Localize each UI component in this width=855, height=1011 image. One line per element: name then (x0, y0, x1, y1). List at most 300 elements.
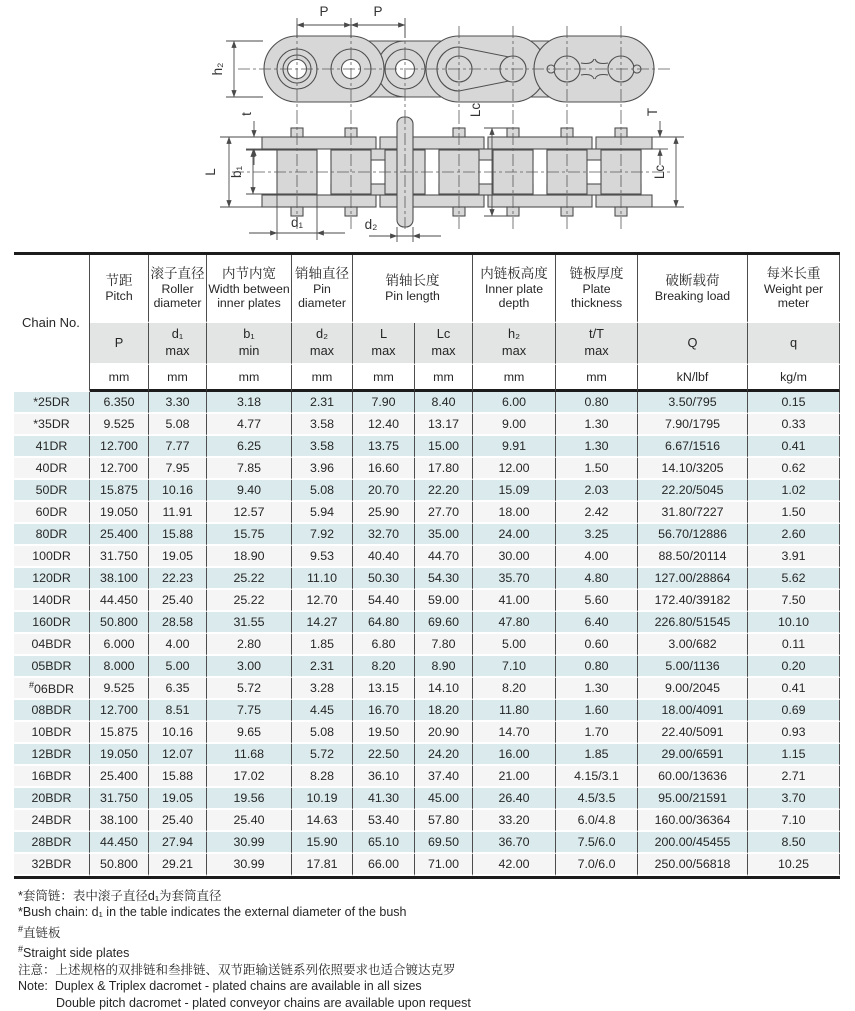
dim-label-d2: d₂ (364, 217, 378, 232)
col-header-weight: 每米长重 Weight per meter (748, 255, 840, 323)
value-cell: 15.875 (90, 480, 149, 502)
dim-label-pitch-1: P (319, 4, 329, 19)
value-cell: 7.92 (292, 524, 353, 546)
value-cell: 7.10 (748, 810, 840, 832)
value-cell: 8.51 (149, 700, 207, 722)
value-cell: 5.00 (149, 656, 207, 678)
value-cell: 95.00/21591 (638, 788, 748, 810)
table-row (14, 656, 840, 678)
chain-no-cell: 04BDR (14, 634, 90, 656)
value-cell: 7.50 (748, 590, 840, 612)
col-header-breaking-load: 破断载荷 Breaking load (638, 255, 748, 323)
table-row (14, 524, 840, 546)
value-cell: 15.00 (415, 436, 473, 458)
value-cell: 42.00 (473, 854, 556, 876)
value-cell: 2.71 (748, 766, 840, 788)
value-cell: 7.75 (207, 700, 292, 722)
value-cell: 19.050 (90, 502, 149, 524)
value-cell: 31.750 (90, 788, 149, 810)
side-view (210, 4, 670, 112)
value-cell: 200.00/45455 (638, 832, 748, 854)
value-cell: 19.05 (149, 546, 207, 568)
symbol-L: L max (353, 323, 415, 365)
value-cell: 13.17 (415, 414, 473, 436)
value-cell: 65.10 (353, 832, 415, 854)
value-cell: 8.28 (292, 766, 353, 788)
value-cell: 9.00/2045 (638, 678, 748, 700)
value-cell: 10.16 (149, 722, 207, 744)
value-cell: 15.09 (473, 480, 556, 502)
value-cell: 172.40/39182 (638, 590, 748, 612)
unit-breaking-load: kN/lbf (638, 365, 748, 392)
value-cell: 7.80 (415, 634, 473, 656)
value-cell: 25.22 (207, 590, 292, 612)
value-cell: 19.05 (149, 788, 207, 810)
unit-pitch: mm (90, 365, 149, 392)
value-cell: 6.000 (90, 634, 149, 656)
value-cell: 88.50/20114 (638, 546, 748, 568)
value-cell: 41.00 (473, 590, 556, 612)
value-cell: 60.00/13636 (638, 766, 748, 788)
unit-pin-dia: mm (292, 365, 353, 392)
value-cell: 11.91 (149, 502, 207, 524)
value-cell: 50.800 (90, 854, 149, 876)
value-cell: 0.20 (748, 656, 840, 678)
value-cell: 6.350 (90, 392, 149, 414)
value-cell: 160.00/36364 (638, 810, 748, 832)
value-cell: 19.56 (207, 788, 292, 810)
note-bush-chain-cn: *套筒链：表中滚子直径d₁为套筒直径 (18, 889, 222, 903)
dim-label-h2: h₂ (210, 62, 225, 76)
table-row (14, 590, 840, 612)
value-cell: 3.25 (556, 524, 638, 546)
value-cell: 54.30 (415, 568, 473, 590)
value-cell: 1.85 (292, 634, 353, 656)
value-cell: 2.03 (556, 480, 638, 502)
plan-view (203, 103, 684, 242)
value-cell: 44.450 (90, 832, 149, 854)
value-cell: 50.800 (90, 612, 149, 634)
value-cell: 12.700 (90, 700, 149, 722)
col-header-plate-thickness: 链板厚度 Plate thickness (556, 255, 638, 323)
value-cell: 2.31 (292, 392, 353, 414)
table-row (14, 744, 840, 766)
chain-no-cell: 100DR (14, 546, 90, 568)
value-cell: 38.100 (90, 568, 149, 590)
chain-no-cell: 24BDR (14, 810, 90, 832)
value-cell: 25.40 (149, 590, 207, 612)
value-cell: 2.31 (292, 656, 353, 678)
table-row (14, 634, 840, 656)
chain-no-cell: 10BDR (14, 722, 90, 744)
value-cell: 7.77 (149, 436, 207, 458)
col-header-pin-diameter: 销轴直径 Pin diameter (292, 255, 353, 323)
value-cell: 3.28 (292, 678, 353, 700)
value-cell: 25.40 (149, 810, 207, 832)
value-cell: 7.90 (353, 392, 415, 414)
table-row (14, 766, 840, 788)
value-cell: 7.85 (207, 458, 292, 480)
col-header-pin-length: 销轴长度 Pin length (353, 255, 473, 323)
unit-L: mm (353, 365, 415, 392)
chain-no-cell: #06BDR (14, 678, 90, 700)
dim-label-lc-right: Lc (652, 164, 667, 180)
table-row (14, 546, 840, 568)
symbol-d2: d₂ max (292, 323, 353, 365)
value-cell: 17.02 (207, 766, 292, 788)
value-cell: 1.30 (556, 678, 638, 700)
value-cell: 44.450 (90, 590, 149, 612)
value-cell: 30.00 (473, 546, 556, 568)
value-cell: 6.67/1516 (638, 436, 748, 458)
value-cell: 1.30 (556, 414, 638, 436)
value-cell: 35.70 (473, 568, 556, 590)
value-cell: 24.20 (415, 744, 473, 766)
value-cell: 50.30 (353, 568, 415, 590)
value-cell: 15.88 (149, 524, 207, 546)
value-cell: 59.00 (415, 590, 473, 612)
value-cell: 30.99 (207, 832, 292, 854)
value-cell: 26.40 (473, 788, 556, 810)
value-cell: 4.15/3.1 (556, 766, 638, 788)
value-cell: 69.50 (415, 832, 473, 854)
value-cell: 12.700 (90, 436, 149, 458)
value-cell: 5.08 (149, 414, 207, 436)
symbol-d1: d₁ max (149, 323, 207, 365)
table-row (14, 810, 840, 832)
value-cell: 6.00 (473, 392, 556, 414)
table-row (14, 832, 840, 854)
value-cell: 10.10 (748, 612, 840, 634)
value-cell: 5.94 (292, 502, 353, 524)
value-cell: 66.00 (353, 854, 415, 876)
value-cell: 36.70 (473, 832, 556, 854)
table-row (14, 392, 840, 414)
value-cell: 17.81 (292, 854, 353, 876)
chain-no-cell: 41DR (14, 436, 90, 458)
value-cell: 8.20 (473, 678, 556, 700)
value-cell: 27.70 (415, 502, 473, 524)
value-cell: 22.50 (353, 744, 415, 766)
value-cell: 0.93 (748, 722, 840, 744)
value-cell: 9.525 (90, 414, 149, 436)
value-cell: 16.70 (353, 700, 415, 722)
value-cell: 19.050 (90, 744, 149, 766)
note-dacromet-cn: 注意：上述规格的双排链和叁排链、双节距输送链系列依照要求也适合镀达克罗 (18, 962, 456, 977)
value-cell: 12.00 (473, 458, 556, 480)
col-header-inner-plate-depth: 内链板高度 Inner plate depth (473, 255, 556, 323)
value-cell: 6.40 (556, 612, 638, 634)
value-cell: 29.21 (149, 854, 207, 876)
value-cell: 31.80/7227 (638, 502, 748, 524)
value-cell: 13.15 (353, 678, 415, 700)
chain-no-header: Chain No. (14, 255, 90, 392)
chain-no-cell: *35DR (14, 414, 90, 436)
symbol-P: P (90, 323, 149, 365)
value-cell: 1.30 (556, 436, 638, 458)
value-cell: 10.25 (748, 854, 840, 876)
value-cell: 9.53 (292, 546, 353, 568)
value-cell: 47.80 (473, 612, 556, 634)
value-cell: 3.96 (292, 458, 353, 480)
chain-no-cell: 32BDR (14, 854, 90, 876)
value-cell: 3.30 (149, 392, 207, 414)
value-cell: 7.90/1795 (638, 414, 748, 436)
table-row (14, 502, 840, 524)
unit-Lc: mm (415, 365, 473, 392)
value-cell: 0.15 (748, 392, 840, 414)
col-header-pitch: 节距 Pitch (90, 255, 149, 323)
value-cell: 8.20 (353, 656, 415, 678)
value-cell: 27.94 (149, 832, 207, 854)
dim-label-T: T (645, 107, 660, 117)
value-cell: 1.50 (748, 502, 840, 524)
value-cell: 1.85 (556, 744, 638, 766)
value-cell: 33.20 (473, 810, 556, 832)
chain-no-cell: 80DR (14, 524, 90, 546)
value-cell: 13.75 (353, 436, 415, 458)
value-cell: 18.00/4091 (638, 700, 748, 722)
value-cell: 16.00 (473, 744, 556, 766)
value-cell: 5.62 (748, 568, 840, 590)
value-cell: 14.10/3205 (638, 458, 748, 480)
value-cell: 0.11 (748, 634, 840, 656)
value-cell: 9.91 (473, 436, 556, 458)
table-row (14, 568, 840, 590)
value-cell: 11.80 (473, 700, 556, 722)
value-cell: 5.72 (207, 678, 292, 700)
value-cell: 226.80/51545 (638, 612, 748, 634)
chain-no-cell: 12BDR (14, 744, 90, 766)
value-cell: 5.72 (292, 744, 353, 766)
chain-no-cell: 08BDR (14, 700, 90, 722)
chain-no-cell: 16BDR (14, 766, 90, 788)
value-cell: 45.00 (415, 788, 473, 810)
value-cell: 8.000 (90, 656, 149, 678)
note-straight-plates-en: #Straight side plates (18, 944, 130, 961)
value-cell: 36.10 (353, 766, 415, 788)
value-cell: 3.00/682 (638, 634, 748, 656)
note-bush-chain-en: *Bush chain: d₁ in the table indicates the external diameter of the bush (18, 905, 407, 920)
value-cell: 10.19 (292, 788, 353, 810)
value-cell: 0.60 (556, 634, 638, 656)
value-cell: 1.70 (556, 722, 638, 744)
chain-no-cell: 40DR (14, 458, 90, 480)
value-cell: 0.80 (556, 656, 638, 678)
value-cell: 7.5/6.0 (556, 832, 638, 854)
symbol-q: q (748, 323, 840, 365)
value-cell: 25.400 (90, 524, 149, 546)
note-dacromet-en-1: Note: Duplex & Triplex dacromet - plated chains are available in all sizes (18, 979, 422, 994)
unit-roller: mm (149, 365, 207, 392)
value-cell: 35.00 (415, 524, 473, 546)
value-cell: 8.50 (748, 832, 840, 854)
footnotes (18, 888, 855, 1011)
symbol-h2: h₂ max (473, 323, 556, 365)
value-cell: 6.35 (149, 678, 207, 700)
value-cell: 57.80 (415, 810, 473, 832)
symbol-Lc: Lc max (415, 323, 473, 365)
unit-width: mm (207, 365, 292, 392)
table-row (14, 436, 840, 458)
value-cell: 18.90 (207, 546, 292, 568)
value-cell: 11.68 (207, 744, 292, 766)
value-cell: 25.90 (353, 502, 415, 524)
value-cell: 37.40 (415, 766, 473, 788)
value-cell: 11.10 (292, 568, 353, 590)
value-cell: 16.60 (353, 458, 415, 480)
value-cell: 25.40 (207, 810, 292, 832)
value-cell: 28.58 (149, 612, 207, 634)
value-cell: 3.58 (292, 436, 353, 458)
value-cell: 5.00/1136 (638, 656, 748, 678)
dim-label-t: t (239, 112, 254, 116)
value-cell: 5.00 (473, 634, 556, 656)
value-cell: 18.20 (415, 700, 473, 722)
value-cell: 10.16 (149, 480, 207, 502)
value-cell: 1.50 (556, 458, 638, 480)
value-cell: 8.40 (415, 392, 473, 414)
value-cell: 7.10 (473, 656, 556, 678)
value-cell: 9.40 (207, 480, 292, 502)
value-cell: 19.50 (353, 722, 415, 744)
value-cell: 54.40 (353, 590, 415, 612)
value-cell: 29.00/6591 (638, 744, 748, 766)
value-cell: 25.400 (90, 766, 149, 788)
value-cell: 127.00/28864 (638, 568, 748, 590)
value-cell: 14.63 (292, 810, 353, 832)
value-cell: 0.33 (748, 414, 840, 436)
value-cell: 22.40/5091 (638, 722, 748, 744)
value-cell: 3.91 (748, 546, 840, 568)
value-cell: 5.08 (292, 722, 353, 744)
dim-label-L: L (203, 168, 218, 176)
value-cell: 0.80 (556, 392, 638, 414)
value-cell: 7.0/6.0 (556, 854, 638, 876)
value-cell: 6.80 (353, 634, 415, 656)
value-cell: 4.00 (556, 546, 638, 568)
value-cell: 22.20/5045 (638, 480, 748, 502)
value-cell: 12.40 (353, 414, 415, 436)
value-cell: 41.30 (353, 788, 415, 810)
dim-label-d1: d₁ (290, 215, 304, 230)
value-cell: 3.00 (207, 656, 292, 678)
dim-label-lc-mid: Lc (468, 102, 483, 118)
value-cell: 0.62 (748, 458, 840, 480)
value-cell: 6.25 (207, 436, 292, 458)
note-straight-plates-cn: #直链板 (18, 923, 61, 940)
value-cell: 14.10 (415, 678, 473, 700)
value-cell: 12.700 (90, 458, 149, 480)
unit-thickness: mm (556, 365, 638, 392)
unit-weight: kg/m (748, 365, 840, 392)
value-cell: 0.41 (748, 678, 840, 700)
value-cell: 21.00 (473, 766, 556, 788)
table-row (14, 788, 840, 810)
chain-technical-drawing (0, 0, 855, 252)
chain-no-cell: *25DR (14, 392, 90, 414)
value-cell: 69.60 (415, 612, 473, 634)
chain-no-cell: 28BDR (14, 832, 90, 854)
chain-no-cell: 05BDR (14, 656, 90, 678)
value-cell: 15.90 (292, 832, 353, 854)
value-cell: 7.95 (149, 458, 207, 480)
symbol-b1: b₁ min (207, 323, 292, 365)
value-cell: 12.70 (292, 590, 353, 612)
value-cell: 20.90 (415, 722, 473, 744)
col-header-roller-diameter: 滚子直径 Roller diameter (149, 255, 207, 323)
chain-no-cell: 140DR (14, 590, 90, 612)
table-row (14, 678, 840, 700)
chain-no-cell: 120DR (14, 568, 90, 590)
value-cell: 3.18 (207, 392, 292, 414)
value-cell: 2.42 (556, 502, 638, 524)
value-cell: 4.77 (207, 414, 292, 436)
value-cell: 40.40 (353, 546, 415, 568)
table-body (14, 392, 840, 876)
value-cell: 3.70 (748, 788, 840, 810)
value-cell: 24.00 (473, 524, 556, 546)
value-cell: 9.65 (207, 722, 292, 744)
value-cell: 20.70 (353, 480, 415, 502)
table-row (14, 722, 840, 744)
value-cell: 5.08 (292, 480, 353, 502)
table-row (14, 854, 840, 876)
chain-spec-table (14, 252, 840, 879)
table-row (14, 414, 840, 436)
value-cell: 3.50/795 (638, 392, 748, 414)
value-cell: 22.23 (149, 568, 207, 590)
table-row (14, 458, 840, 480)
value-cell: 8.90 (415, 656, 473, 678)
value-cell: 1.60 (556, 700, 638, 722)
value-cell: 15.75 (207, 524, 292, 546)
value-cell: 12.57 (207, 502, 292, 524)
value-cell: 15.875 (90, 722, 149, 744)
symbol-Q: Q (638, 323, 748, 365)
value-cell: 250.00/56818 (638, 854, 748, 876)
value-cell: 4.5/3.5 (556, 788, 638, 810)
value-cell: 14.70 (473, 722, 556, 744)
table-row (14, 612, 840, 634)
value-cell: 31.750 (90, 546, 149, 568)
table-row (14, 700, 840, 722)
value-cell: 1.15 (748, 744, 840, 766)
value-cell: 56.70/12886 (638, 524, 748, 546)
note-dacromet-en-2: Double pitch dacromet - plated conveyor chains are available upon request (56, 995, 471, 1010)
value-cell: 9.00 (473, 414, 556, 436)
col-header-inner-width: 内节内宽 Width between inner plates (207, 255, 292, 323)
value-cell: 64.80 (353, 612, 415, 634)
chain-diagram-svg (0, 0, 855, 252)
value-cell: 32.70 (353, 524, 415, 546)
value-cell: 4.00 (149, 634, 207, 656)
value-cell: 0.69 (748, 700, 840, 722)
value-cell: 1.02 (748, 480, 840, 502)
value-cell: 2.60 (748, 524, 840, 546)
value-cell: 5.60 (556, 590, 638, 612)
value-cell: 44.70 (415, 546, 473, 568)
value-cell: 12.07 (149, 744, 207, 766)
value-cell: 17.80 (415, 458, 473, 480)
dim-label-b1: b₁ (229, 165, 244, 179)
dim-label-pitch-2: P (373, 4, 383, 19)
value-cell: 15.88 (149, 766, 207, 788)
value-cell: 31.55 (207, 612, 292, 634)
chain-no-cell: 20BDR (14, 788, 90, 810)
chain-no-cell: 60DR (14, 502, 90, 524)
unit-depth: mm (473, 365, 556, 392)
